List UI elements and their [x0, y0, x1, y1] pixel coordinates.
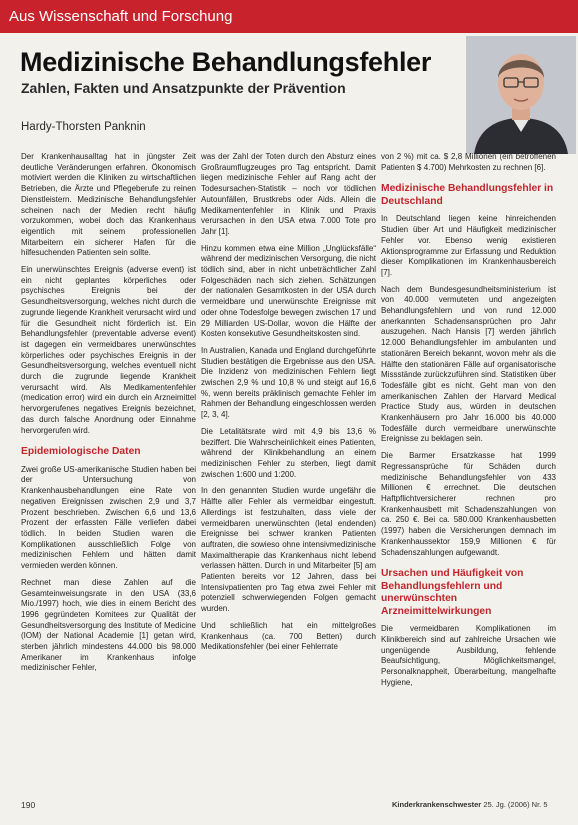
paragraph: Nach dem Bundesgesundheitsministerium ist von 40.000 vermuteten und angezeigten Behandlungsfehlern und von rund 12.000 anerkannten Schadensansprüchen pro Jahr auszugehen. Nach Hansis [7] werden jährlich 12.000 Behandlungsfehler im ambulanten und stationären Bereich bekannt, wovon mehr als die Hälfte den stationären Fälle auf organisatorische Missstände zurückzuführen sind. Statistiken über Todesfälle gibt es nicht. Geht man von den amerikanischen Zahlen der Harvard Medical Practice Study aus, würden in deutschen Krankenhäusern pro Jahr 16.000 bis 40.000 Todesfälle durch vermeidbare unerwünschte Ereignisse zu beklagen sein. — [381, 284, 556, 444]
section-band — [0, 0, 578, 33]
journal-reference — [392, 800, 548, 809]
paragraph: Die Letalitätsrate wird mit 4,9 bis 13,6 % beziffert. Die Wahrscheinlichkeit eines Patienten, während der Klinikbehandlung an einem medizinischen Fehler zu sterben, liegt damit zwischen 1:600 und 1:200. — [201, 426, 376, 479]
paragraph: Rechnet man diese Zahlen auf die Gesamteinweisungsrate in den USA (33,6 Mio./1997) hoch, wie dies in einem Bericht des 1996 gegründeten Komitees zur Qualität der Gesundheitsversorgung des Institute of Medicine (IOM) der National Academie [1] getan wird, sterben jährlich mindestens 44.000 bis 98.000 Amerikaner im Krankenhaus infolge medizinischer Fehler, — [21, 577, 196, 673]
paragraph: In Deutschland liegen keine hinreichenden Studien über Art und Häufigkeit medizinischer Fehler vor. Ebenso wenig existieren Aktionsprogramme zur Erfassung und Reduktion dieser Komplikationen im Krankenhausbereich [7]. — [381, 214, 556, 277]
author-portrait-image — [466, 36, 576, 154]
paragraph: In den genannten Studien wurde ungefähr die Hälfte aller Fehler als vermeidbar eingestuft. Allerdings ist festzuhalten, dass viele der vermeidbaren unerwünschten (letal endenden) Ereignisse bei schwer kranken Patienten auftraten, die sowieso ohne intensivmedizinische Maximaltherapie das Krankenhaus nicht lebend verlassen hätten. Durch in und Mitarbeiter [5] am Patienten bereits vor 12 Jahren, dass bei Intensivpatienten pro Tag etwa zwei Fehler mit potenziell schwerwiegenden Folgen gemacht wurden. — [201, 486, 376, 614]
page-number: 190 — [21, 800, 36, 810]
section-heading: Ursachen und Häufigkeit von Behandlungsfehlern und unerwünschten Arzneimittelwirkungen — [381, 568, 524, 617]
journal-issue: 25. Jg. (2006) Nr. 5 — [483, 800, 548, 809]
journal-name: Kinderkrankenschwester — [392, 800, 482, 809]
text-column-2 — [201, 152, 376, 782]
paragraph: Ein unerwünschtes Ereignis (adverse event) ist ein nicht geplantes körperliches oder psychisches Ereignis bei der Gesundheitsversorgung, welches nicht durch die zugrunde liegende Krankheit verursacht wird und für die Gesundheit nicht förderlich ist. Ein Behandlungsfehler (preventable adverse event) ist dagegen ein vermeidbares unerwünschtes körperliches oder psychisches Ereignis in der Gesundheitsversorgung, welches eventuell nicht durch die zugrunde liegende Krankheit verursacht wird. Als Medikamentenfehler (medication error) wird ein durch ein Arzneimittel hervorgerufenes negatives Ereignis bezeichnet, das durch falsche Anordnung oder Einnahme hervorgerufen wird. — [21, 265, 196, 435]
section-heading: Epidemiologische Daten — [21, 446, 141, 458]
paragraph: Zwei große US-amerikanische Studien haben bei der Untersuchung von Krankenhausbehandlungen eine Rate von negativen Ereignissen zwischen 2,9 und 3,7 Prozent beschrieben. Zwischen 6,6 und 13,6 Prozent der erfassten Fälle verliefen dabei tödlich. In beiden Studien waren die Komplikationen ausschließlich Folge von medizinischen Fehlern und hätten damit vermieden werden können. — [21, 464, 196, 571]
section-heading: Medizinische Behandlungsfehler in Deutschland — [381, 183, 554, 207]
author-name: Hardy-Thorsten Panknin — [21, 121, 146, 133]
paragraph: was der Zahl der Toten durch den Absturz eines Großraumflugzeuges pro Tag entspricht. Damit liegen medizinische Fehler auf Rang acht der Todesursachen-Statistik – noch vor tödlichen Autounfällen, Brustkrebs oder Aids. Allein die Medikamentenfehler in Klinik und Praxis verursachen in den USA etwa 7.000 Tote pro Jahr [1]. — [201, 152, 376, 236]
section-label: Aus Wissenschaft und Forschung — [9, 8, 233, 25]
paragraph: In Australien, Kanada und England durchgeführte Studien bestätigen die Ergebnisse aus den USA. Die Inzidenz von medizinischen Fehlern liegt zwischen 2,9 % und 10,8 % und steigt auf 16,6 %, wenn bereits präklinisch gemachte Fehler im Rahmen der Behandlung eingeschlossen werden [2, 3, 4]. — [201, 345, 376, 420]
paragraph: von 2 %) mit ca. $ 2,8 Millionen (ein betroffenen Patienten $ 4.700) Mehrkosten zu rechnen [6]. — [381, 152, 556, 172]
paragraph: Die Barmer Ersatzkasse hat 1999 Regressansprüche für Schäden durch medizinische Behandlungsfehler von 433 Millionen € errechnet. Die deutschen Haftpflichtversicherer rechnen pro Krankenhausbett mit Schadenszahlungen von ca. 250 €. Bei ca. 580.000 Krankenhausbetten (1997) haben die Versicherungen demnach im Krankenhaussektor 159,9 Millionen € für Schadenszahlungen aufgewandt. — [381, 451, 556, 557]
paragraph: Die vermeidbaren Komplikationen im Klinikbereich sind auf zahlreiche Ursachen wie ungenügende Ausbildung, fehlende Beaufsichtigung, Möglichkeitsmangel, Personalknappheit, Überarbeitung, mangelhafte Hygiene, — [381, 624, 556, 687]
article-subtitle: Zahlen, Fakten und Ansatzpunkte der Prävention — [21, 80, 346, 96]
paragraph: Und schließlich hat ein mittelgroßes Krankenhaus (ca. 700 Betten) durch Medikationsfehler (bei einer Fehlerrate — [201, 620, 376, 652]
paragraph: Hinzu kommen etwa eine Million „Unglücksfälle“ während der medizinischen Versorgung, die nicht tödlich sind, aber in nicht unbeträchtlicher Zahl Folgeschäden nach sich ziehen. Schätzungen der nationalen Gesamtkosten in der USA durch vermeidbare und unerwünschte Ereignisse mit oder ohne Todesfolge bewegen zwischen 17 und 29 Milliarden US-Dollar, wovon die Hälfte der Kosten konsekutive Gesundheitskosten sind. — [201, 243, 376, 339]
text-column-1 — [21, 152, 196, 782]
paragraph: Der Krankenhausalltag hat in jüngster Zeit deutliche Veränderungen erfahren. Ökonomisch motiviert werden die Kliniken zu wirtschaftlichen Betrieben, die Ärzte und Pflegeberufe zu reinen Dienstleistern. Medizinische Behandlungsfehler scheinen nach der Medien recht häufig vorzukommen, wobei doch das Krankenhaus eigentlich mit seinem professionellen Mitarbeitern ein sicherer Hafen für die hilfesuchenden Patienten sein sollte. — [21, 152, 196, 258]
author-photo — [466, 36, 576, 154]
text-column-3 — [381, 152, 556, 782]
article-title: Medizinische Behandlungsfehler — [20, 47, 432, 77]
